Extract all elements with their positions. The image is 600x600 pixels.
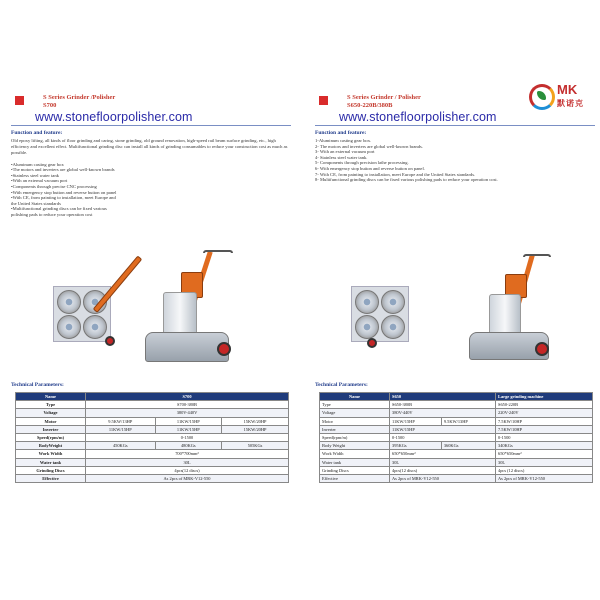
logo-emblem-icon	[529, 84, 555, 110]
row-value: 30L	[496, 458, 593, 466]
row-value: S700-380B	[86, 401, 289, 409]
feature-item: 2- The motors and inverters are global well-known brands.	[315, 143, 423, 149]
row-value: 4pcs(12 discs)	[86, 466, 289, 474]
function-heading: Function and feature:	[315, 130, 367, 136]
row-value: 450KGs	[86, 442, 156, 450]
row-value: 0-1500	[86, 433, 289, 441]
logo-chinese-text: 默诺克	[557, 99, 584, 108]
mk-logo	[529, 84, 597, 112]
feature-item: 5- Components through precision lathe processing.	[315, 160, 409, 166]
logo-text: MK	[557, 82, 578, 97]
header-divider	[315, 125, 595, 126]
model-name: S700	[43, 102, 57, 109]
tech-params-heading: Technical Parameters:	[315, 382, 368, 388]
row-label: Grinding Discs	[320, 466, 390, 474]
table-header-cell: S650	[390, 393, 496, 401]
table-header-cell: Large grinding machine	[496, 393, 593, 401]
row-label: Motor	[16, 417, 86, 425]
intro-paragraph: Old epoxy lifting, all kinds of floor grinding and caring, stone grinding, old ground renovation, high-speed rail beam surface grinding, etc., high efficiency and excellent effect. Multifunctional grinding disc can install all kinds of grinding consumables to reduce your construction cost as much as possible.	[11, 138, 288, 156]
feature-item: •Components through precise CNC processing	[11, 183, 97, 189]
feature-item: 8- Multifunctional grinding discs can be fixed various polishing pads to reduce your operation cost.	[315, 177, 498, 183]
feature-item: 1-Aluminum casting gear box.	[315, 138, 372, 143]
table-row	[16, 417, 289, 425]
feature-item: the United States standards	[11, 200, 61, 206]
table-row	[320, 433, 593, 441]
row-value: 0-1500	[390, 433, 496, 441]
row-value: As 2pcs of MRK-V12-550	[86, 474, 289, 482]
handlebar	[203, 250, 233, 253]
grinding-disc	[57, 290, 81, 314]
row-value: 360KGs	[441, 442, 495, 450]
website-url: www.stonefloorpolisher.com	[339, 110, 497, 124]
grinding-disc	[83, 315, 107, 339]
feature-item: •With CE, from painting to installation, meet Europe and	[11, 195, 116, 201]
red-square-marker	[319, 96, 328, 105]
row-label: BodyWeight	[16, 442, 86, 450]
row-label: Work Width	[16, 450, 86, 458]
row-value: 0-1500	[496, 433, 593, 441]
row-label: Effective	[320, 474, 390, 482]
feature-item: 3- With an external vacuum port	[315, 149, 375, 155]
row-value: 380V-440V	[390, 409, 496, 417]
table-row	[320, 450, 593, 458]
feature-list	[11, 162, 289, 218]
row-value: 650*650mm²	[496, 450, 593, 458]
table-row	[320, 474, 593, 482]
function-heading: Function and feature:	[11, 130, 63, 136]
table-row	[320, 442, 593, 450]
row-value: S650-220B	[496, 401, 593, 409]
table-row	[16, 466, 289, 474]
model-name: S650-220B/380B	[347, 102, 393, 109]
wheel	[105, 336, 115, 346]
row-value: 380V-440V	[86, 409, 289, 417]
row-value: 650*650mm²	[390, 450, 496, 458]
table-row	[16, 433, 289, 441]
website-url: www.stonefloorpolisher.com	[35, 110, 193, 124]
feature-item: 7- With CE, from painting to installation, meet Europe and the United States standards.	[315, 171, 476, 177]
row-label: Body Weight	[320, 442, 390, 450]
grinding-disc	[355, 290, 379, 314]
row-value: 15KW/20HP	[222, 425, 289, 433]
series-title	[43, 94, 115, 110]
row-value: 9.5KW/13HP	[86, 417, 156, 425]
row-label: Water tank	[16, 458, 86, 466]
feature-item: •Stainless steel water tank	[11, 172, 59, 178]
row-label: Effective	[16, 474, 86, 482]
row-value: 30L	[390, 458, 496, 466]
table-row	[320, 425, 593, 433]
series-title-line1: S Series Grinder / Polisher	[347, 94, 421, 101]
page-header	[5, 90, 295, 126]
table-row	[16, 401, 289, 409]
table-row	[16, 425, 289, 433]
row-label: Speed(rpm/m)	[16, 433, 86, 441]
table-row	[320, 466, 593, 474]
wheel	[217, 342, 231, 356]
wheel	[535, 342, 549, 356]
handlebar	[523, 254, 551, 257]
row-label: Inverter	[16, 425, 86, 433]
row-label: Work Width	[320, 450, 390, 458]
table-row	[16, 450, 289, 458]
spec-table-s650	[319, 392, 593, 483]
row-value: 15KW/20HP	[222, 417, 289, 425]
row-value: As 2pcs of MRK-V12-550	[496, 474, 593, 482]
table-row	[320, 401, 593, 409]
row-value: 30L	[86, 458, 289, 466]
row-label: Grinding Discs	[16, 466, 86, 474]
row-label: Motor	[320, 417, 390, 425]
page-header	[309, 82, 599, 126]
row-label: Type	[16, 401, 86, 409]
row-value: 480KGs	[155, 442, 222, 450]
row-value: 9.5KW/13HP	[441, 417, 495, 425]
table-row	[16, 458, 289, 466]
row-label: Inverter	[320, 425, 390, 433]
grinding-disc	[355, 315, 379, 339]
row-value: 340KGs	[496, 442, 593, 450]
row-value: 11KW/15HP	[390, 425, 496, 433]
row-label: Voltage	[320, 409, 390, 417]
table-header-cell: Name	[320, 393, 390, 401]
tech-params-heading: Technical Parameters:	[11, 382, 64, 388]
table-header-cell: Name	[16, 393, 86, 401]
row-value: 11KW/15HP	[390, 417, 442, 425]
row-value: 700*700mm²	[86, 450, 289, 458]
wheel	[367, 338, 377, 348]
spec-table-s700	[15, 392, 289, 483]
table-header-row	[320, 393, 593, 401]
grinding-disc	[381, 315, 405, 339]
machine-illustration	[309, 250, 599, 380]
table-row	[320, 417, 593, 425]
row-label: Type	[320, 401, 390, 409]
feature-item: polishing pads to reduce your operation cost	[11, 211, 93, 217]
row-value: As 2pcs of MRK-V12-550	[390, 474, 496, 482]
table-row	[16, 442, 289, 450]
table-row	[320, 409, 593, 417]
row-value: 11KW/15HP	[86, 425, 156, 433]
table-header-cell: S700	[86, 393, 289, 401]
row-value: 4pcs(12 discs)	[390, 466, 496, 474]
row-value: 220V-240V	[496, 409, 593, 417]
row-value: 11KW/15HP	[155, 425, 222, 433]
feature-item: 4- Stainless steel water tank.	[315, 154, 368, 160]
machine-illustration	[5, 250, 295, 380]
row-label: Voltage	[16, 409, 86, 417]
row-label: Water tank	[320, 458, 390, 466]
feature-item: •With an external vacuum port	[11, 178, 68, 184]
feature-item: 6- With emergency stop button and reverse button on panel.	[315, 165, 425, 171]
row-value: 11KW/15HP	[155, 417, 222, 425]
handle-frame	[93, 255, 143, 312]
brochure-page-s700	[5, 90, 295, 490]
row-value: 4pcs (12 discs)	[496, 466, 593, 474]
feature-item: •Aluminum casting gear box	[11, 161, 64, 167]
red-square-marker	[15, 96, 24, 105]
feature-item: •The motors and inverters are global well-known brands	[11, 167, 115, 173]
series-title	[347, 94, 421, 110]
table-row	[16, 474, 289, 482]
row-value: 7.5KW/10HP	[496, 417, 593, 425]
grinding-disc	[57, 315, 81, 339]
table-row	[16, 409, 289, 417]
series-title-line1: S Series Grinder /Polisher	[43, 94, 116, 101]
row-value: 505KGs	[222, 442, 289, 450]
feature-item: •Multifunctional grinding discs can be fixed various	[11, 206, 107, 212]
row-label: Speed(rpm/m)	[320, 433, 390, 441]
grinding-disc	[381, 290, 405, 314]
row-value: 395KGs	[390, 442, 442, 450]
table-row	[320, 458, 593, 466]
row-value: 7.5KW/10HP	[496, 425, 593, 433]
row-value: S650-380B	[390, 401, 496, 409]
feature-list	[315, 138, 593, 183]
table-header-row	[16, 393, 289, 401]
brochure-page-s650	[309, 82, 599, 490]
feature-item: •With emergency stop button and reverse button on panel	[11, 189, 117, 195]
header-divider	[11, 125, 291, 126]
